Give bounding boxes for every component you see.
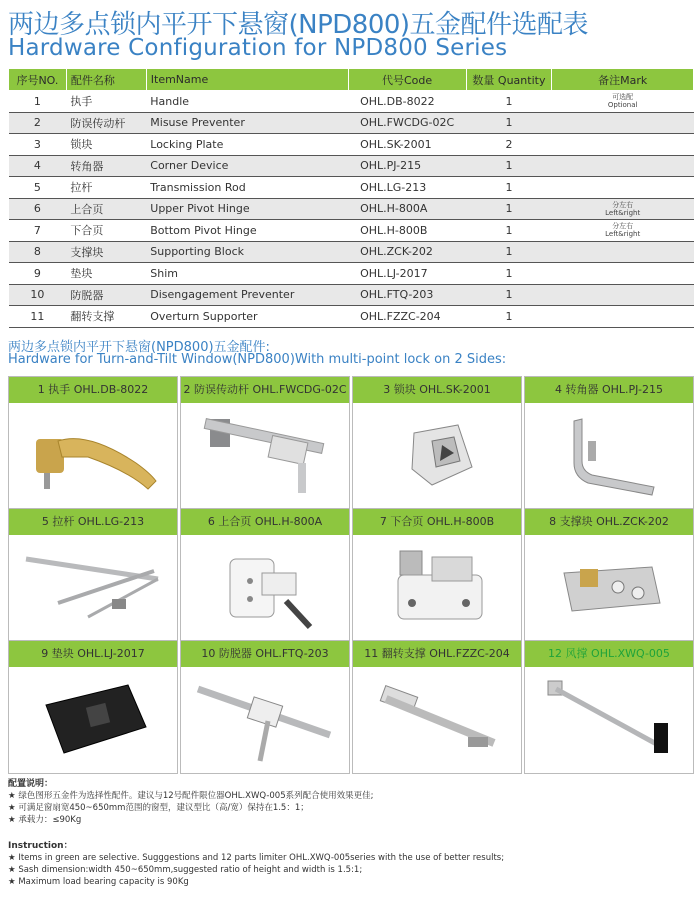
- cell-code: OHL.H-800B: [348, 220, 466, 242]
- mark-en: Optional: [607, 101, 638, 110]
- table-header-row: [9, 69, 694, 91]
- cell-no: 10: [9, 284, 67, 306]
- part-card: [352, 508, 522, 642]
- part-card: [352, 376, 522, 510]
- cell-code: OHL.DB-8022: [348, 91, 466, 113]
- supporting-block-icon: [525, 535, 693, 641]
- cell-code: OHL.H-800A: [348, 198, 466, 220]
- cell-cn-name: 上合页: [66, 198, 146, 220]
- page-title-cn: 两边多点锁内平开下悬窗(NPD800)五金配件选配表: [8, 10, 589, 40]
- cell-code: OHL.SK-2001: [348, 134, 466, 156]
- cell-quantity: 1: [466, 177, 552, 199]
- cell-mark: [552, 198, 694, 220]
- mark-en: Left&right: [605, 208, 641, 217]
- corner-device-icon: [525, 403, 693, 509]
- table-row: [9, 220, 694, 242]
- mark-cn: 分左右: [612, 222, 634, 231]
- notes-cn-heading: 配置说明：: [8, 779, 54, 789]
- wind-brace-icon: [525, 667, 693, 773]
- cell-item-name: Overturn Supporter: [146, 306, 348, 328]
- cell-no: 6: [9, 198, 67, 220]
- cell-item-name: Transmission Rod: [146, 177, 348, 199]
- part-label: 9 垫块 OHL.LJ-2017: [9, 641, 177, 667]
- cell-no: 4: [9, 155, 67, 177]
- col-header-code: 代号Code: [348, 69, 466, 91]
- notes-cn-line: ★ 可满足窗扇宽450~650mm范围的窗型，建议型比（高/宽）保持在1.5：1；: [8, 803, 309, 813]
- part-card: [8, 640, 178, 774]
- cell-quantity: 1: [466, 306, 552, 328]
- cell-mark: [552, 134, 694, 156]
- table-row: [9, 306, 694, 328]
- notes-en: [8, 840, 504, 888]
- mark-cn: 可选配: [612, 93, 634, 102]
- cell-no: 1: [9, 91, 67, 113]
- cell-item-name: Locking Plate: [146, 134, 348, 156]
- cell-quantity: 1: [466, 91, 552, 113]
- table-row: [9, 241, 694, 263]
- misuse-preventer-icon: [181, 403, 349, 509]
- transmission-rod-icon: [9, 535, 177, 641]
- overturn-supporter-icon: [353, 667, 521, 773]
- notes-cn: [8, 778, 373, 826]
- cell-quantity: 2: [466, 134, 552, 156]
- part-label: 8 支撑块 OHL.ZCK-202: [525, 509, 693, 535]
- cell-no: 8: [9, 241, 67, 263]
- part-label: 11 翻转支撑 OHL.FZZC-204: [353, 641, 521, 667]
- part-card: [524, 640, 694, 774]
- upper-hinge-icon: [181, 535, 349, 641]
- col-header-quantity: 数量 Quantity: [466, 69, 552, 91]
- cell-mark: [552, 284, 694, 306]
- cell-code: OHL.FTQ-203: [348, 284, 466, 306]
- section-subtitle-cn: 两边多点锁内平开下悬窗(NPD800)五金配件:: [8, 340, 270, 355]
- part-label: 3 锁块 OHL.SK-2001: [353, 377, 521, 403]
- section-subtitle-en: Hardware for Turn-and-Tilt Window(NPD800)With multi-point lock on 2 Sides:: [8, 352, 507, 367]
- part-label: 5 拉杆 OHL.LG-213: [9, 509, 177, 535]
- cell-cn-name: 翻转支撑: [66, 306, 146, 328]
- cell-quantity: 1: [466, 198, 552, 220]
- cell-item-name: Corner Device: [146, 155, 348, 177]
- part-label: 12 风撑 OHL.XWQ-005: [525, 641, 693, 667]
- part-card: [524, 376, 694, 510]
- page-title-en: Hardware Configuration for NPD800 Series: [8, 35, 508, 61]
- cell-no: 9: [9, 263, 67, 285]
- cell-cn-name: 垫块: [66, 263, 146, 285]
- mark-en: Left&right: [605, 230, 641, 239]
- part-card: [180, 376, 350, 510]
- part-label: 1 执手 OHL.DB-8022: [9, 377, 177, 403]
- cell-quantity: 1: [466, 241, 552, 263]
- part-label: 6 上合页 OHL.H-800A: [181, 509, 349, 535]
- cell-quantity: 1: [466, 155, 552, 177]
- cell-item-name: Shim: [146, 263, 348, 285]
- shim-icon: [9, 667, 177, 773]
- cell-code: OHL.FWCDG-02C: [348, 112, 466, 134]
- notes-en-line: ★ Maximum load bearing capacity is 90Kg: [8, 877, 189, 887]
- col-header-mark: 备注Mark: [552, 69, 694, 91]
- cell-mark: [552, 91, 694, 113]
- part-label: 10 防脱器 OHL.FTQ-203: [181, 641, 349, 667]
- cell-quantity: 1: [466, 284, 552, 306]
- cell-item-name: Misuse Preventer: [146, 112, 348, 134]
- table-row: [9, 155, 694, 177]
- cell-cn-name: 下合页: [66, 220, 146, 242]
- cell-no: 7: [9, 220, 67, 242]
- cell-item-name: Upper Pivot Hinge: [146, 198, 348, 220]
- notes-en-line: ★ Sash dimension:width 450~650mm,suggested ratio of height and width is 1.5:1;: [8, 865, 363, 875]
- table-row: [9, 112, 694, 134]
- cell-code: OHL.PJ-215: [348, 155, 466, 177]
- locking-plate-icon: [353, 403, 521, 509]
- part-label: 7 下合页 OHL.H-800B: [353, 509, 521, 535]
- table-row: [9, 177, 694, 199]
- cell-code: OHL.LG-213: [348, 177, 466, 199]
- table-row: [9, 284, 694, 306]
- cell-no: 5: [9, 177, 67, 199]
- table-row: [9, 198, 694, 220]
- notes-en-line: ★ Items in green are selective. Sugggestions and 12 parts limiter OHL.XWQ-005series with the use of better results;: [8, 853, 505, 863]
- cell-cn-name: 执手: [66, 91, 146, 113]
- part-card: [180, 640, 350, 774]
- notes-en-heading: Instruction：: [8, 841, 73, 851]
- cell-cn-name: 防脱器: [66, 284, 146, 306]
- table-row: [9, 91, 694, 113]
- cell-no: 11: [9, 306, 67, 328]
- cell-cn-name: 支撑块: [66, 241, 146, 263]
- cell-mark: [552, 177, 694, 199]
- handle-icon: [9, 403, 177, 509]
- cell-quantity: 1: [466, 220, 552, 242]
- mark-cn: 分左右: [612, 200, 634, 209]
- cell-no: 2: [9, 112, 67, 134]
- cell-mark: [552, 112, 694, 134]
- cell-code: OHL.LJ-2017: [348, 263, 466, 285]
- notes-cn-line: ★ 绿色图形五金件为选择性配件。建议与12号配件限位器OHL.XWQ-005系列配合使用效果更佳;: [8, 791, 374, 801]
- col-header-item-name: ItemName: [146, 69, 348, 91]
- notes-cn-line: ★ 承载力：≤90Kg: [8, 815, 82, 825]
- cell-cn-name: 转角器: [66, 155, 146, 177]
- table-row: [9, 263, 694, 285]
- cell-mark: [552, 220, 694, 242]
- cell-mark: [552, 155, 694, 177]
- cell-item-name: Handle: [146, 91, 348, 113]
- cell-code: OHL.ZCK-202: [348, 241, 466, 263]
- cell-mark: [552, 263, 694, 285]
- cell-item-name: Supporting Block: [146, 241, 348, 263]
- part-card: [524, 508, 694, 642]
- col-header-cn-name: 配件名称: [66, 69, 146, 91]
- part-card: [180, 508, 350, 642]
- cell-mark: [552, 306, 694, 328]
- cell-no: 3: [9, 134, 67, 156]
- table-row: [9, 134, 694, 156]
- part-label: 2 防误传动杆 OHL.FWCDG-02C: [181, 377, 349, 403]
- bottom-hinge-icon: [353, 535, 521, 641]
- cell-mark: [552, 241, 694, 263]
- part-card: [8, 508, 178, 642]
- cell-cn-name: 锁块: [66, 134, 146, 156]
- cell-cn-name: 拉杆: [66, 177, 146, 199]
- cell-item-name: Bottom Pivot Hinge: [146, 220, 348, 242]
- cell-quantity: 1: [466, 112, 552, 134]
- configuration-table: [8, 68, 694, 328]
- disengagement-preventer-icon: [181, 667, 349, 773]
- cell-item-name: Disengagement Preventer: [146, 284, 348, 306]
- cell-quantity: 1: [466, 263, 552, 285]
- cell-cn-name: 防误传动杆: [66, 112, 146, 134]
- part-label: 4 转角器 OHL.PJ-215: [525, 377, 693, 403]
- part-card: [8, 376, 178, 510]
- part-card: [352, 640, 522, 774]
- cell-code: OHL.FZZC-204: [348, 306, 466, 328]
- col-header-no: 序号NO.: [9, 69, 67, 91]
